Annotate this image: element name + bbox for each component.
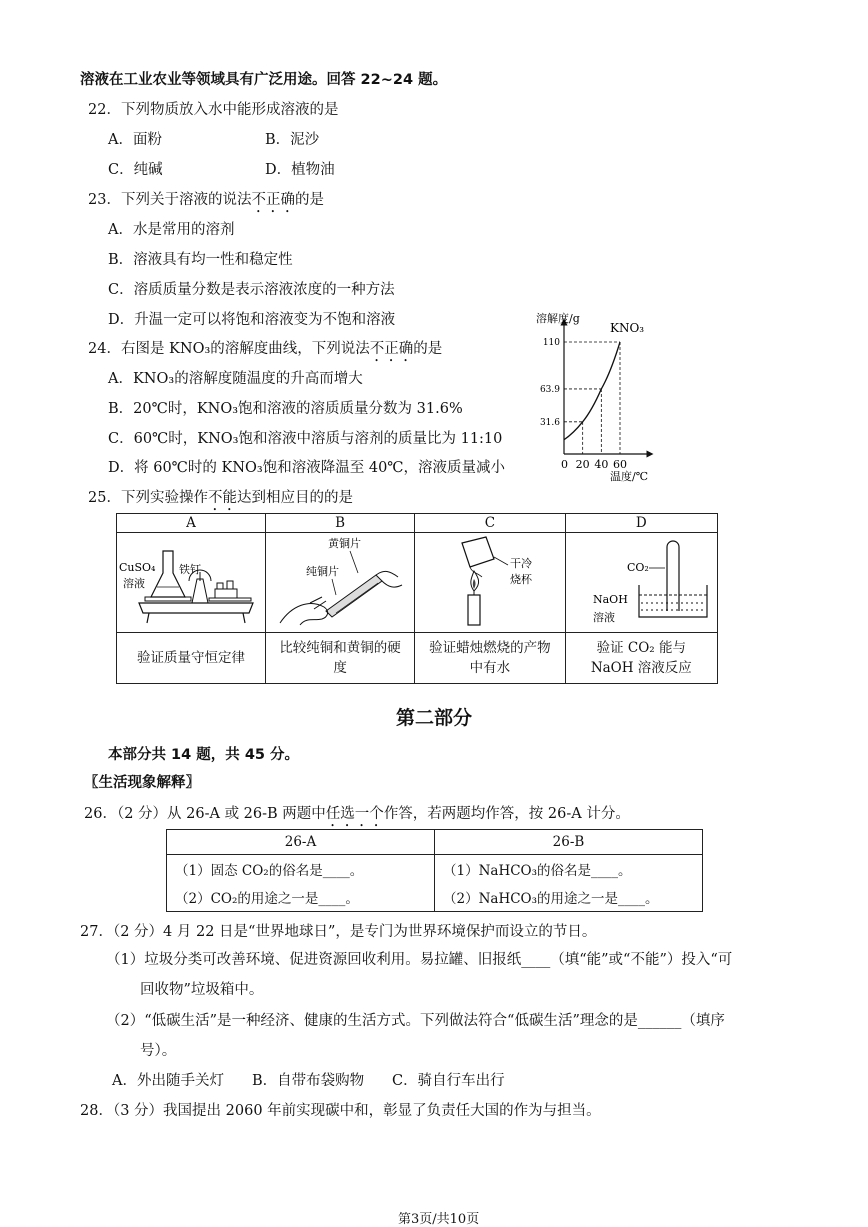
exp-caption-c: 验证蜡烛燃烧的产物中有水	[415, 633, 566, 684]
q26-stem: 26．（2 分）从 26-A 或 26-B 两题中任选一个作答，若两题均作答，按 26-A 计分。	[84, 806, 630, 822]
q22-option-b: B．泥沙	[265, 132, 320, 148]
q27-option-b: B．自带布袋购物	[252, 1073, 365, 1089]
q27-option-c: C．骑自行车出行	[392, 1073, 505, 1089]
exp-header-c: C	[415, 514, 566, 533]
q22-option-a: A．面粉	[108, 132, 162, 148]
kno3-curve	[564, 342, 620, 440]
q23-option-d: D．升温一定可以将饱和溶液变为不饱和溶液	[108, 312, 396, 328]
q26-b2: （2）NaHCO₃的用途之一是____。	[435, 883, 703, 912]
exp-caption-d: 验证 CO₂ 能与 NaOH 溶液反应	[565, 633, 717, 684]
svg-text:溶液: 溶液	[123, 577, 145, 590]
exp-image-c	[415, 533, 566, 633]
q26-table	[166, 829, 703, 912]
q27-stem: 27．（2 分）4 月 22 日是“世界地球日”，是专门为世界环境保护而设立的节日。	[80, 924, 597, 940]
exp-image-b	[266, 533, 415, 633]
q26-head-b: 26-B	[435, 830, 703, 855]
q27-part1-line2: 回收物”垃圾箱中。	[140, 982, 264, 998]
q26-head-a: 26-A	[167, 830, 435, 855]
series-label: KNO₃	[610, 321, 645, 335]
q25-stem: 25．下列实验操作不能达到相应目的的是	[88, 490, 353, 506]
q26-b1: （1）NaHCO₃的俗名是____。	[435, 855, 703, 884]
x-axis-label: 温度/℃	[610, 470, 649, 483]
svg-text:铁钉: 铁钉	[179, 563, 201, 576]
q24-option-a: A．KNO₃的溶解度随温度的升高而增大	[108, 371, 363, 387]
q23-stem: 23．下列关于溶液的说法不正确的是	[88, 192, 324, 208]
balance-flask-illustration	[117, 533, 265, 628]
part-title: 第二部分	[396, 707, 473, 729]
x-tick-label: 0	[561, 458, 568, 471]
svg-text:黄铜片: 黄铜片	[328, 537, 362, 550]
exp-caption-b: 比较纯铜和黄铜的硬度	[266, 633, 415, 684]
candle-beaker-illustration	[416, 533, 564, 628]
svg-text:CuSO₄: CuSO₄	[119, 561, 156, 574]
y-axis-label: 溶解度/g	[536, 312, 580, 325]
q23-option-a: A．水是常用的溶剂	[108, 222, 235, 238]
x-tick-label: 60	[613, 458, 627, 471]
q24-option-b: B．20℃时，KNO₃饱和溶液的溶质质量分数为 31.6%	[108, 401, 463, 417]
svg-text:溶液: 溶液	[593, 611, 616, 624]
y-tick-label: 110	[542, 338, 560, 348]
x-tick-label: 40	[594, 458, 609, 471]
svg-text:纯铜片: 纯铜片	[306, 565, 340, 578]
q27-part2-line2: 号）。	[140, 1043, 177, 1059]
scratch-test-illustration	[266, 533, 414, 628]
exp-caption-a: 验证质量守恒定律	[117, 633, 266, 684]
exp-header-b: B	[266, 514, 415, 533]
q26-a1: （1）固态 CO₂的俗名是____。	[167, 855, 435, 884]
section-intro: 溶液在工业农业等领域具有广泛用途。回答 22~24 题。	[80, 72, 448, 88]
q23-option-b: B．溶液具有均一性和稳定性	[108, 252, 293, 268]
co2-naoh-illustration	[567, 533, 715, 628]
y-tick-label: 31.6	[539, 417, 560, 428]
q22-stem: 22．下列物质放入水中能形成溶液的是	[88, 102, 339, 118]
q22-option-c: C．纯碱	[108, 162, 163, 178]
q28-stem: 28．（3 分）我国提出 2060 年前实现碳中和，彰显了负责任大国的作为与担当。	[80, 1103, 601, 1119]
q24-option-c: C．60℃时，KNO₃饱和溶液中溶质与溶剂的质量比为 11:10	[108, 431, 503, 447]
experiment-table	[116, 513, 718, 684]
exp-image-a	[117, 533, 266, 633]
exp-image-d	[565, 533, 717, 633]
svg-text:干冷: 干冷	[509, 557, 532, 570]
exp-header-d: D	[565, 514, 717, 533]
q23-option-c: C．溶质质量分数是表示溶液浓度的一种方法	[108, 282, 395, 298]
q24-stem: 24．右图是 KNO₃的溶解度曲线，下列说法不正确的是	[88, 341, 443, 357]
q22-option-d: D．植物油	[265, 162, 335, 178]
solubility-chart	[530, 308, 670, 488]
page-footer: 第3页/共10页	[398, 1212, 480, 1227]
svg-text:NaOH: NaOH	[593, 593, 629, 606]
q27-part1-line1: （1）垃圾分类可改善环境、促进资源回收利用。易拉罐、旧报纸____（填“能”或“不能”）投入“可	[106, 952, 733, 968]
q24-option-d: D．将 60℃时的 KNO₃饱和溶液降温至 40℃，溶液质量减小	[108, 460, 506, 476]
svg-text:烧杯: 烧杯	[509, 573, 532, 586]
svg-text:CO₂: CO₂	[627, 561, 650, 574]
category-heading: 〖生活现象解释〗	[84, 775, 200, 791]
q27-part2-line1: （2）“低碳生活”是一种经济、健康的生活方式。下列做法符合“低碳生活”理念的是______（填序	[106, 1013, 725, 1029]
q26-a2: （2）CO₂的用途之一是____。	[167, 883, 435, 912]
q27-option-a: A．外出随手关灯	[112, 1073, 224, 1089]
part-note: 本部分共 14 题，共 45 分。	[108, 747, 300, 763]
exp-header-a: A	[117, 514, 266, 533]
y-tick-label: 63.9	[539, 384, 560, 395]
x-tick-label: 20	[575, 458, 590, 471]
